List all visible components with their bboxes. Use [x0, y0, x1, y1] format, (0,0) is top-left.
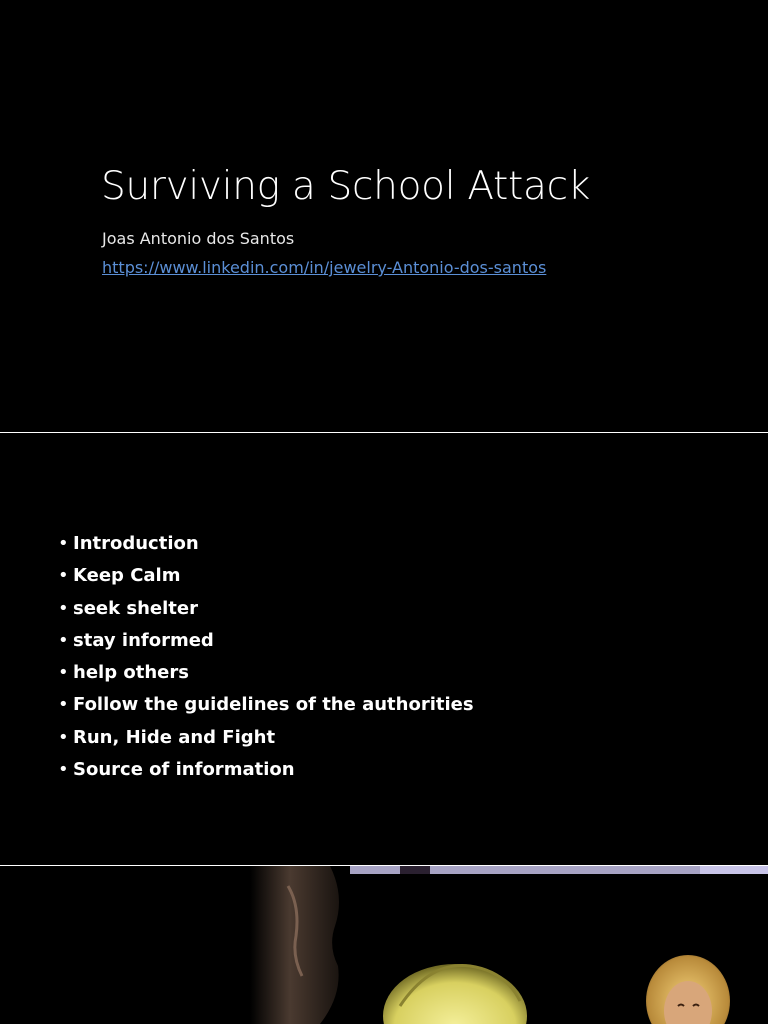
bullet-icon: •	[58, 629, 69, 651]
bullet-icon: •	[58, 662, 69, 684]
list-item-label: Run, Hide and Fight	[73, 726, 276, 748]
bullet-icon: •	[58, 726, 69, 748]
linkedin-link[interactable]: https://www.linkedin.com/in/jewelry-Antonio-dos-santos	[102, 258, 547, 277]
list-item-label: help others	[73, 662, 189, 684]
list-item	[58, 726, 474, 758]
bullet-icon: •	[58, 597, 69, 619]
agenda-list	[58, 532, 474, 790]
illustration-image	[0, 866, 768, 1024]
list-item-label: seek shelter	[73, 597, 198, 619]
list-item	[58, 564, 474, 596]
list-item-label: Source of information	[73, 759, 295, 781]
list-item-label: Keep Calm	[73, 565, 181, 587]
slide-agenda	[0, 433, 768, 865]
list-item	[58, 758, 474, 790]
slide-title	[0, 0, 768, 432]
list-item-label: Introduction	[73, 533, 199, 554]
bullet-icon: •	[58, 565, 69, 587]
bullet-icon: •	[58, 759, 69, 781]
bullet-icon: •	[58, 694, 69, 716]
list-item-label: stay informed	[73, 629, 214, 651]
list-item	[58, 661, 474, 693]
author-name: Joas Antonio dos Santos	[102, 229, 295, 248]
bullet-icon: •	[58, 533, 69, 554]
slide-illustration	[0, 866, 768, 1024]
list-item	[58, 693, 474, 725]
list-item	[58, 629, 474, 661]
slide-title-heading: Surviving a School Attack	[101, 164, 591, 209]
list-item	[58, 532, 474, 564]
list-item-label: Follow the guidelines of the authorities	[73, 694, 474, 716]
list-item	[58, 597, 474, 629]
